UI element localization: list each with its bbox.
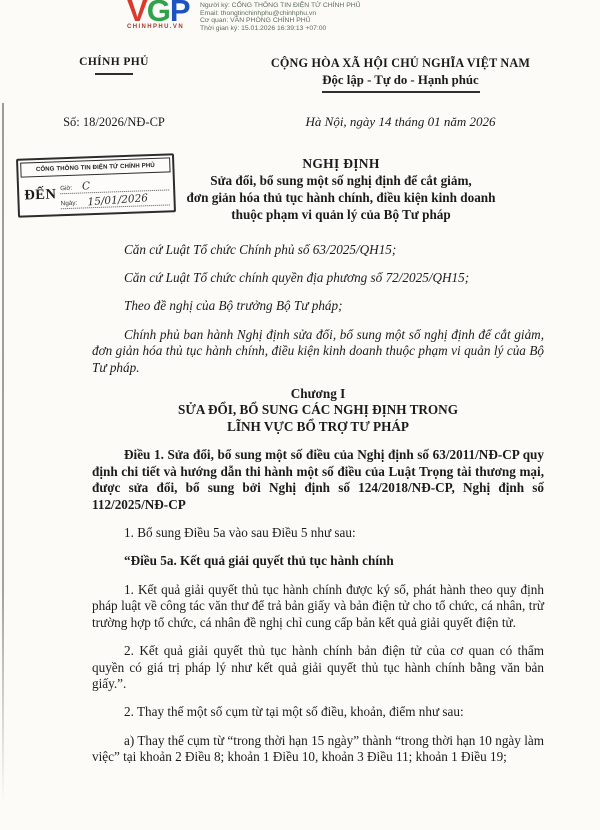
- doc-number-cell: [0, 113, 228, 131]
- signature-email-line: Email: thongtinchinhphu@chinhphu.vn: [200, 9, 317, 17]
- stamp-gio-label: Giờ:: [60, 184, 73, 193]
- scan-edge-artifact: [2, 103, 4, 805]
- chapter-title-line2: LĨNH VỰC BỔ TRỢ TƯ PHÁP: [227, 418, 409, 434]
- stamp-fields: [60, 175, 170, 209]
- stamp-den-label: ĐẾN: [24, 185, 57, 204]
- stamp-ngay-label: Ngày:: [60, 199, 78, 208]
- chapter-heading: [92, 386, 544, 436]
- motto-underline: [322, 91, 480, 93]
- recital-legal-basis-2: Căn cứ Luật Tổ chức chính quyền địa phương số 72/2025/QH15;: [124, 269, 470, 285]
- header-right-column: [228, 56, 573, 93]
- article-5a-point-2: 2. Kết quả giải quyết thủ tục hành chính bản điện tử của cơ quan có thẩm quyền có giá trị pháp lý như kết quả giải quyết thủ tục hành chính bằng văn bản giấy.”.: [92, 643, 544, 691]
- signature-agency-line: Cơ quan: VĂN PHÒNG CHÍNH PHỦ: [200, 17, 311, 25]
- recital-enactment: Chính phủ ban hành Nghị định sửa đổi, bổ sung một số nghị định để cắt giảm, đơn giản hóa thủ tục hành chính, điều kiện kinh doanh thuộc phạm vi quản lý của Bộ Tư pháp.: [92, 326, 544, 375]
- logo-letter-p: P: [169, 0, 190, 28]
- recital-proposal: Theo đề nghị của Bộ trưởng Bộ Tư pháp;: [124, 298, 343, 314]
- decree-body: [92, 242, 544, 766]
- decree-title-line2: đơn giản hóa thủ tục hành chính, điều kiện kinh doanh: [186, 189, 496, 205]
- decree-type: NGHỊ ĐỊNH: [302, 155, 380, 171]
- stamp-ngay-row: [60, 190, 169, 209]
- signature-time-line: Thời gian ký: 15.01.2026 16:39:13 +07:00: [200, 25, 327, 33]
- signature-signer-line: Người ký: CỔNG THÔNG TIN ĐIỆN TỬ CHÍNH PHỦ: [200, 2, 361, 9]
- chapter-title-line1: SỬA ĐỔI, BỔ SUNG CÁC NGHỊ ĐỊNH TRONG: [178, 402, 458, 418]
- place-date: Hà Nội, ngày 14 tháng 01 năm 2026: [305, 113, 496, 129]
- document-header-row2: [0, 113, 600, 131]
- stamp-office-name: CỔNG THÔNG TIN ĐIỆN TỬ CHÍNH PHỦ: [20, 157, 170, 177]
- decree-title-block: [122, 155, 560, 223]
- doc-number: Số: 18/2026/NĐ-CP: [63, 114, 165, 129]
- article-5a-point-1: 1. Kết quả giải quyết thủ tục hành chính được ký số, phát hành theo quy định pháp luật về công tác văn thư để trả bản giấy và bản điện tử cho tổ chức, cá nhân, trừ trường hợp tổ chức, cá nhân đề nghị chỉ cung cấp bản kết quả giải quyết điện tử.: [92, 581, 544, 630]
- arrival-stamp: [16, 153, 176, 217]
- article-5a-heading: “Điều 5a. Kết quả giải quyết thủ tục hành chính: [124, 553, 394, 569]
- chapter-label: Chương I: [290, 385, 346, 401]
- stamp-ngay-handwriting: 15/01/2026: [86, 192, 148, 209]
- logo-letter-g: G: [146, 0, 170, 28]
- article-1-clause-2-point-a: a) Thay thế cụm từ “trong thời hạn 15 ngày” thành “trong thời hạn 10 ngày làm việc” tại khoản 2 Điều 8; khoản 1 Điều 10, khoản 3 Điều 11; khoản 1 Điều 19;: [92, 732, 544, 765]
- stamp-gio-handwriting: C: [81, 180, 91, 193]
- article-1-clause-2-intro: 2. Thay thế một số cụm từ tại một số điều, khoản, điểm như sau:: [124, 704, 464, 720]
- digital-signature-block: [127, 0, 190, 30]
- logo-letter-v: V: [127, 0, 147, 28]
- national-name: CỘNG HÒA XÃ HỘI CHỦ NGHĨA VIỆT NAM: [270, 56, 531, 70]
- signature-details: [200, 2, 480, 33]
- header-left-column: [0, 56, 228, 93]
- place-date-cell: [228, 113, 573, 131]
- issuer-underline: [95, 73, 133, 75]
- decree-title-line1: Sửa đổi, bổ sung một số nghị định để cắt giảm,: [210, 172, 472, 188]
- recital-legal-basis-1: Căn cứ Luật Tổ chức Chính phủ số 63/2025/QH15;: [124, 241, 397, 257]
- article-1-clause-1-intro: 1. Bổ sung Điều 5a vào sau Điều 5 như sau:: [124, 525, 356, 541]
- logo-subtext: CHINHPHU.VN: [127, 24, 185, 30]
- stamp-body: [21, 172, 172, 213]
- article-1-heading: Điều 1. Sửa đổi, bổ sung một số điều của Nghị định số 63/2011/NĐ-CP quy định chi tiết và hướng dẫn thi hành một số điều của Luật Trọng tài thương mại, được sửa đổi, bổ sung bởi Nghị định số 124/2018/NĐ-CP, Nghị định số 112/2025/NĐ-CP: [92, 447, 544, 512]
- issuer-name: CHÍNH PHỦ: [79, 56, 149, 68]
- national-motto: Độc lập - Tự do - Hạnh phúc: [322, 73, 479, 87]
- decree-title-line3: thuộc phạm vi quản lý của Bộ Tư pháp: [231, 206, 451, 222]
